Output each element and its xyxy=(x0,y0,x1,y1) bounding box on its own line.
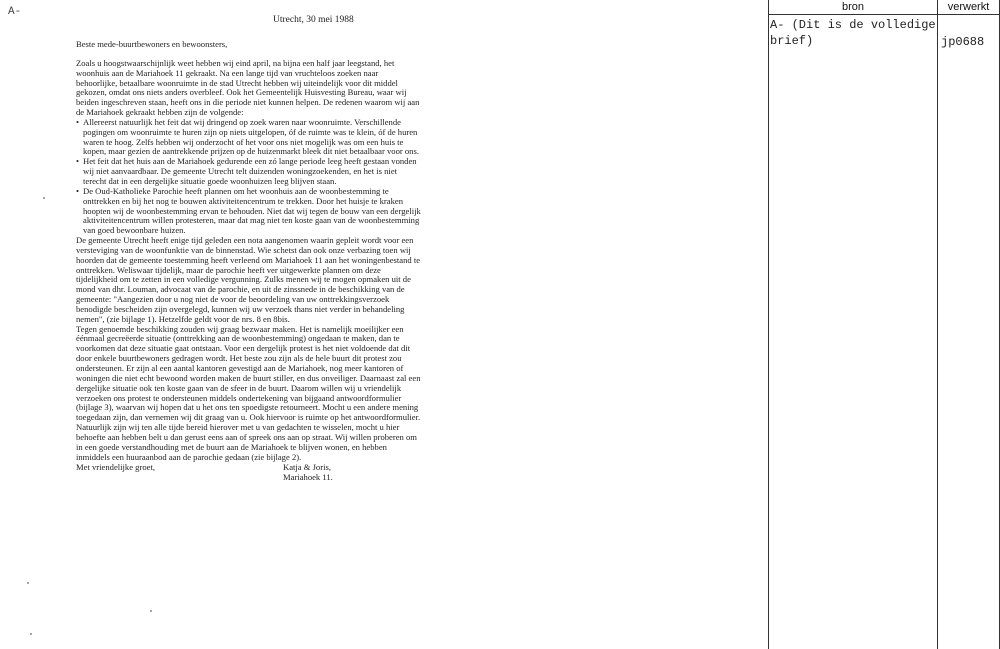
signature-address: Mariahoek 11. xyxy=(283,472,333,483)
bullet-item xyxy=(76,118,421,157)
signature-names: Katja & Joris, xyxy=(283,462,331,473)
bullet-text: Het feit dat het huis aan de Mariahoek gedurende een zó lange periode leeg heeft gestaan vonden wij niet aanvaardbaar. De gemeente Utrecht telt duizenden woningzoekenden, en het is niet terecht dat in een dergelijke situatie goede woonhuizen leeg blijven staan. xyxy=(83,156,417,186)
bullet-item xyxy=(76,157,421,187)
bron-cell: A- (Dit is de volledige brief) xyxy=(770,18,936,48)
header-bron: bron xyxy=(769,0,937,15)
paragraph-municipality: De gemeente Utrecht heeft enige tijd geleden een nota aangenomen waarin gepleit wordt voor een versteviging van de woonfunktie van de binnenstad. Wie schetst dan ook onze verbazing toen wij hoorden dat de gemeente toestemming heeft verleend om Mariahoek 11 aan het woningenbestand te onttrekken. Weliswaar tijdelijk, maar de parochie heeft ver uitgewerkte plannen om deze tijdelijkheid om te zetten in een volledige vergunning. Zulks menen wij te mogen opmaken uit de mond van dhr. Louman, advocaat van de parochie, en uit de zinssnede in de beschikking van de gemeente: "Aangezien door u nog niet de voor de beoordeling van uw onttrekkingsverzoek benodigde bescheiden zijn overgelegd, kunnen wij uw verzoek thans niet verder in behandeling nemen", (zie bijlage 1). Hetzelfde geldt voor de nrs. 8 en 8bis. xyxy=(76,235,421,324)
paragraph-objection: Tegen genoemde beschikking zouden wij graag bezwaar maken. Het is namelijk moeilijker een éénmaal gecreëerde situatie (onttrekking aan de woonbestemming) ongedaan te maken, dan te voorkomen dat deze situatie gaat ontstaan. Voor een dergelijk protest is het niet voldoende dat dit door enkele buurtbewoners gedragen wordt. Het beste zou zijn als de hele buurt dit protest zou ondersteunen. Er zijn al een aantal kantoren gevestigd aan de Mariahoek, nog meer kantoren of woningen die niet echt bewoond worden maken de buurt stiller, en dus onveiliger. Daarnaast zal een dergelijke situatie ook ten koste gaan van de sfeer in de buurt. Daarom willen wij u vriendelijk verzoeken ons protest te ondersteunen middels ondertekening van bijgaand antwoordformulier (bijlage 3), waarvan wij hopen dat u het ons ten spoedigste retourneert. Mocht u een andere mening toegedaan zijn, dan vernemen wij dit graag van u. Ook hiervoor is ruimte op het antwoordformulier. Natuurlijk zijn wij ten alle tijde bereid hierover met u van gedachten te wisselen, mocht u hier behoefte aan hebben belt u dan gerust eens aan of spreek ons aan op straat. Wij willen proberen om in een goede verstandhouding met de buurt aan de Mariahoek te blijven wonen, en hebben inmiddels een huuraanbod aan de parochie gedaan (zie bijlage 2). xyxy=(76,323,421,462)
table-border-left xyxy=(768,0,769,649)
scan-speck xyxy=(30,633,32,635)
bullet-item xyxy=(76,187,421,236)
scan-speck xyxy=(27,582,29,584)
scan-speck xyxy=(43,197,45,199)
closing-greeting: Met vriendelijke groet, xyxy=(76,462,155,473)
verwerkt-cell: jp0688 xyxy=(941,35,985,49)
salutation: Beste mede-buurtbewoners en bewoonsters, xyxy=(76,39,228,49)
bullet-icon: • xyxy=(76,185,80,196)
bullet-text: Allereerst natuurlijk het feit dat wij dringend op zoek waren naar woonruimte. Verschillende pogingen om woonruimte te huren zijn op niets uitgelopen, óf de ruimte was te klein, óf de huren waren te hoog. Zelfs hebben wij onderzocht of het voor ons niet mogelijk was om een huis te kopen, maar gezien de aantrekkende prijzen op de huizenmarkt bleek dit niet betaalbaar voor ons. xyxy=(83,116,419,157)
table-column-divider xyxy=(937,0,938,649)
bullet-icon: • xyxy=(76,156,80,167)
intro-paragraph: Zoals u hoogstwaarschijnlijk weet hebben wij eind april, na bijna een half jaar leegstand, het woonhuis aan de Mariahoek 11 gekraakt. Na een lange tijd van vruchteloos zoeken naar behoorlijke, betaalbare woonruimte in de stad Utrecht hebben wij uiteindelijk voor dit middel gekozen, omdat ons niets anders overbleef. Ook het Gemeentelijk Huisvesting Bureau, waar wij beiden ingeschreven staan, heeft ons in die periode niet kunnen helpen. De redenen waarom wij aan de Mariahoek gekraakt hebben zijn de volgende: xyxy=(76,57,420,118)
date-line: Utrecht, 30 mei 1988 xyxy=(273,15,354,25)
bullet-text: De Oud-Katholieke Parochie heeft plannen om het woonhuis aan de woonbestemming te onttrekken en bij het nog te bouwen aktiviteitencentrum te trekken. Door het huisje te kraken hoopten wij de woonbestemming ervan te behouden. Niet dat wij tegen de bouw van een dergelijk aktiviteitencentrum willen protesteren, maar dat mag niet ten koste gaan van de woonbestemming van goed bewoonbare huizen. xyxy=(83,185,421,236)
header-verwerkt: verwerkt xyxy=(938,0,999,15)
scan-speck xyxy=(150,610,152,612)
closing-block xyxy=(76,463,421,483)
letter-body xyxy=(76,40,421,483)
corner-mark: A- xyxy=(8,6,22,18)
bullet-icon: • xyxy=(76,116,80,127)
